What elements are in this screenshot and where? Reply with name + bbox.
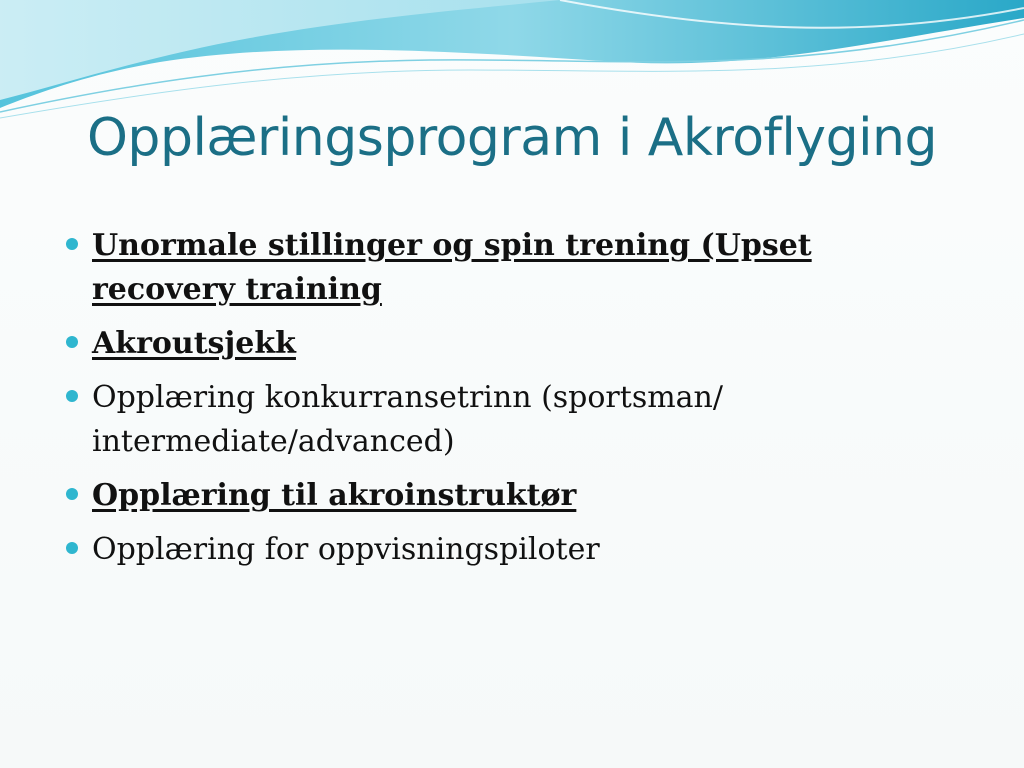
bullet-dot-icon [66,488,78,500]
bullet-item [62,376,882,464]
bullet-text: Opplæring for oppvisningspiloter [92,532,600,567]
bullet-text: Opplæring konkurransetrinn (sportsman/ intermediate/advanced) [92,380,723,459]
bullet-item [62,224,882,312]
bullet-item [62,474,882,518]
bullet-text: Opplæring til akroinstruktør [92,478,577,513]
bullet-item [62,322,882,366]
bullet-item [62,528,882,572]
bullet-dot-icon [66,542,78,554]
slide-title: Opplæringsprogram i Akroflyging [87,108,937,168]
bullet-text: Akroutsjekk [92,326,296,361]
bullet-text: Unormale stillinger og spin trening (Upset recovery training [92,228,812,307]
bullet-dot-icon [66,336,78,348]
bullet-dot-icon [66,238,78,250]
bullet-dot-icon [66,390,78,402]
bullet-list [62,224,882,582]
